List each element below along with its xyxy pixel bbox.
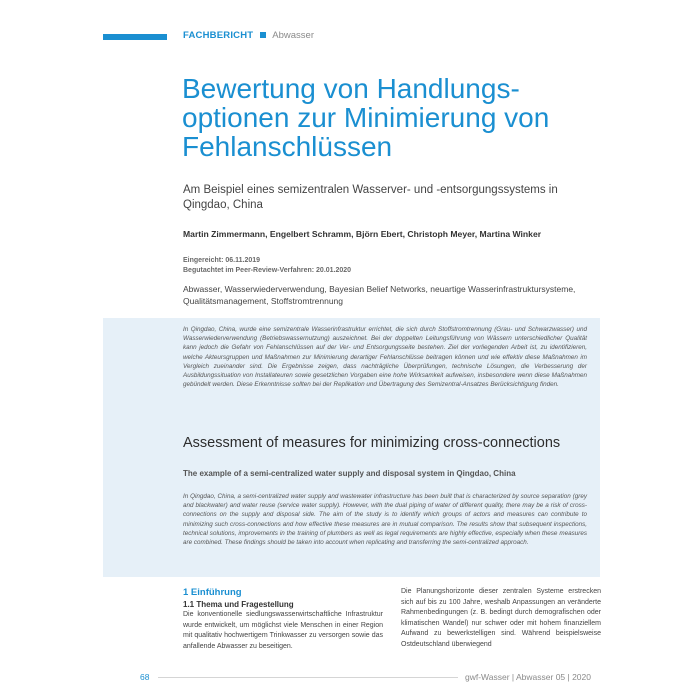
running-header [183,30,314,41]
subsection-heading: 1.1 Thema und Fragestellung [183,600,294,609]
footer-rule [158,677,458,678]
received-date: Eingereicht: 06.11.2019 [183,257,261,264]
reviewed-date: Begutachtet im Peer-Review-Verfahren: 20.01.2020 [183,267,352,274]
body-column-left [183,587,383,652]
header-square-icon [260,32,266,38]
abstract-german: In Qingdao, China, wurde eine semizentrale Wasserinfrastruktur errichtet, die sich durch Stoffstromtrennung (Grau- und Schwarzwasser) und Wasserwiederverwendung (Betriebswassernutzung) auszeichnet. Bei der doppelten Leitungsführung von Wässern unterschiedlicher Qualität kann jedoch die Gefahr von Fehlanschlüssen auf der Ver- und Entsorgungsseite bestehen. Ziel der vorliegenden Arbeit ist, zu identifizieren, welche Akteursgruppen und Maßnahmen zur Minimierung derartiger Fehlanschlüsse beitragen können und wie effektiv diese Maßnahmen im Vergleich zueinander sind. Die Ergebnisse zeigen, dass nachträgliche Überprüfungen, technische Lösungen, die Verbesserung der Ausbildungssituation von Installateuren sowie gesetzlichen Vorgaben eine hohe Wirksamkeit aufweisen, insbesondere wenn diese Maßnahmen gebündelt werden. Diese Erkenntnisse sollten bei der Replikation und Übertragung des Semizentral-Ansatzes Berücksichtigung finden. [183,326,587,389]
header-accent-bar [103,34,167,40]
english-subtitle: The example of a semi-centralized water supply and disposal system in Qingdao, China [183,469,516,478]
body-column-right [401,587,601,651]
article-subtitle: Am Beispiel eines semizentralen Wasserver- und -entsorgungssystems in Qingdao, China [183,184,558,211]
body-text-right: Die Planungshorizonte dieser zentralen Systeme erstrecken sich auf bis zu 100 Jahre, weshalb Anpassungen an veränderte Rahmenbedingungen (z. B. bedingt durch demografischen oder klimatischen Wandel) nur schwer oder mit hohem finanziellem Aufwand zu bewerkstelligen sind. Während beispielsweise Ostdeutschland überwiegend [401,588,601,648]
review-dates [183,256,351,276]
body-text-left: Die konventionelle siedlungswasserwirtschaftliche Infrastruktur wurde entwickelt, um möglichst viele Menschen in einer Region mit qualitativ hochwertigem Trinkwasser zu versorgen sowie das anfallende Abwasser zu beseitigen. [183,611,383,650]
abstract-english: In Qingdao, China, a semi-centralized water supply and wastewater infrastructure has been built that is characterized by source separation (grey and blackwater) and water reuse (service water supply). However, with the dual piping of water of different quality, there may be a risk of cross-connections on the supply and disposal side. The aim of the study is to identify which groups of actors and measures can contribute to minimizing such cross-connections and how effective these measures are in mutual comparison. The results show that subsequent inspections, technical solutions, improvements in the training of plumbers as well as legal requirements are highly effective, especially when these measures are combined. These findings should be taken into account when replicating and transferring the semi-centralized approach. [183,493,587,547]
article-title: Bewertung von Handlungs-optionen zur Minimierung von Fehlanschlüssen [182,73,550,162]
author-list: Martin Zimmermann, Engelbert Schramm, Björn Ebert, Christoph Meyer, Martina Winker [183,229,542,239]
english-title: Assessment of measures for minimizing cross-connections [183,435,561,451]
page-number: 68 [140,672,150,682]
header-section: Abwasser [272,30,315,41]
keywords: Abwasser, Wasserwiederverwendung, Bayesian Belief Networks, neuartige Wasserinfrastruktursysteme, Qualitätsmanagement, Stoffstromtrennung [183,284,576,306]
header-category: FACHBERICHT [183,30,254,41]
magazine-name: gwf-Wasser | Abwasser 05 | 2020 [465,672,591,682]
section-heading: 1 Einführung [183,587,242,598]
